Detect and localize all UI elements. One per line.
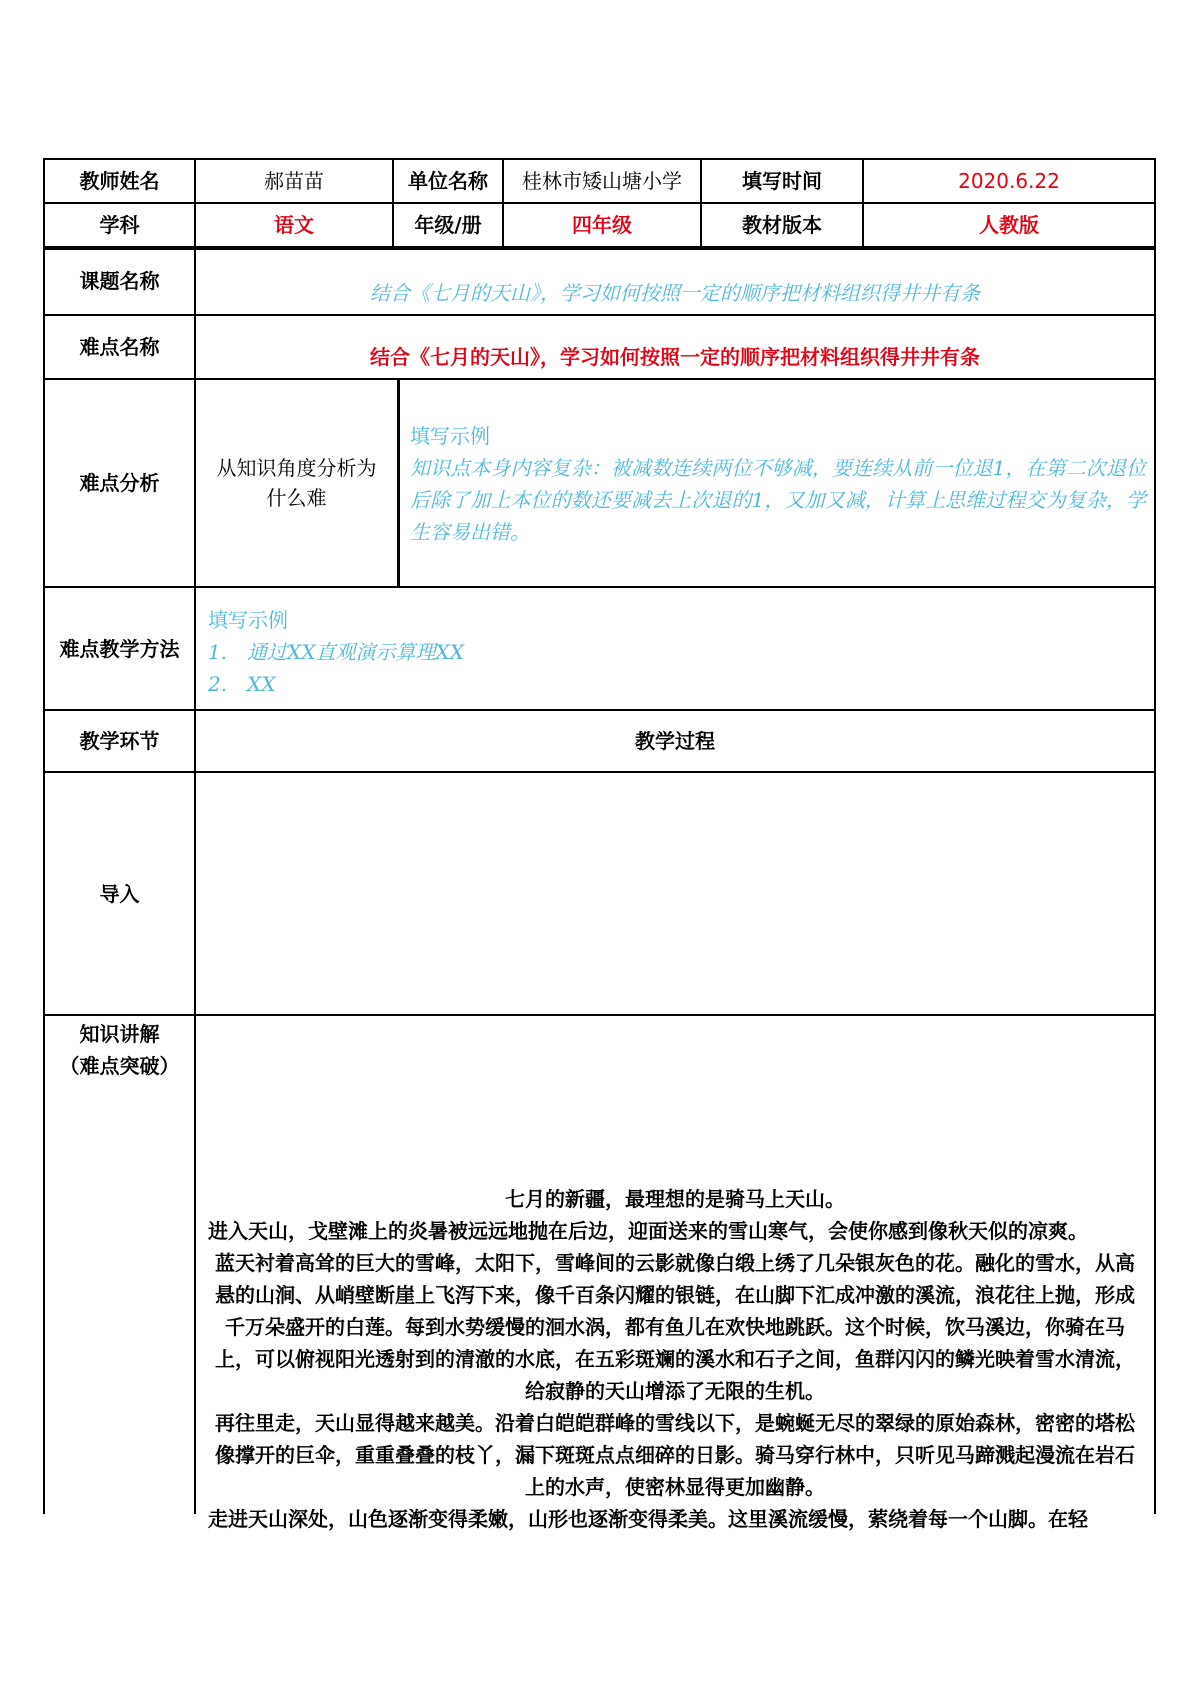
difficulty-row [43, 314, 1156, 378]
passage-paragraph: 进入天山，戈壁滩上的炎暑被远远地抛在后边，迎面送来的雪山寒气，会使你感到像秋天似的凉爽。 [208, 1219, 1088, 1243]
lesson-plan-table [43, 158, 1156, 1531]
unit-value: 桂林市矮山塘小学 [502, 158, 700, 202]
knowledge-label-line2: （难点突破） [59, 1054, 180, 1078]
grade-label: 年级/册 [392, 202, 502, 246]
date-label: 填写时间 [700, 158, 862, 202]
grade-value: 四年级 [502, 202, 700, 246]
intro-content [194, 771, 1156, 1014]
topic-row [43, 246, 1156, 314]
analysis-row [43, 378, 1156, 586]
date-value: 2020.6.22 [862, 158, 1156, 202]
difficulty-value: 结合《七月的天山》，学习如何按照一定的顺序把材料组织得井井有条 [194, 314, 1156, 378]
method-label: 难点教学方法 [43, 586, 194, 709]
knowledge-label [43, 1014, 194, 1514]
topic-label: 课题名称 [43, 248, 194, 314]
passage-title: 七月的新疆，最理想的是骑马上天山。 [505, 1187, 845, 1211]
intro-label: 导入 [43, 771, 194, 1014]
method-item-1: 1. 通过XX直观演示算理XX [208, 640, 465, 664]
method-item-2: 2. XX [208, 672, 276, 696]
knowledge-row [43, 1014, 1156, 1531]
passage-paragraph: 蓝天衬着高耸的巨大的雪峰，太阳下，雪峰间的云影就像白缎上绣了几朵银灰色的花。融化的雪水，从高悬的山涧、从峭壁断崖上飞泻下来，像千百条闪耀的银链，在山脚下汇成冲激的溪流，浪花往上抛，形成千万朵盛开的白莲。每到水势缓慢的洄水涡，都有鱼儿在欢快地跳跃。这个时候，饮马溪边，你骑在马上，可以俯视阳光透射到的清澈的水底，在五彩斑斓的溪水和石子之间，鱼群闪闪的鳞光映着雪水清流，给寂静的天山增添了无限的生机。 [215, 1251, 1135, 1403]
process-header-row [43, 709, 1156, 771]
passage-paragraph: 走进天山深处，山色逐渐变得柔嫩，山形也逐渐变得柔美。这里溪流缓慢，萦绕着每一个山脚。在轻 [208, 1507, 1088, 1531]
process-label: 教学过程 [194, 709, 1156, 771]
unit-label: 单位名称 [392, 158, 502, 202]
edition-label: 教材版本 [700, 202, 862, 246]
header-row-1 [43, 158, 1156, 202]
teacher-label: 教师姓名 [43, 158, 194, 202]
intro-row [43, 771, 1156, 1014]
analysis-label: 难点分析 [43, 378, 194, 586]
knowledge-label-line1: 知识讲解 [79, 1022, 160, 1046]
teacher-value: 郝苗苗 [194, 158, 392, 202]
analysis-example-title: 填写示例 [410, 424, 490, 448]
subject-label: 学科 [43, 202, 194, 246]
analysis-example-text: 知识点本身内容复杂：被减数连续两位不够减，要连续从前一位退1，在第二次退位后除了加上本位的数还要减去上次退的1，又加又减，计算上思维过程交为复杂，学生容易出错。 [410, 456, 1146, 544]
analysis-example [397, 378, 1156, 586]
method-example-title: 填写示例 [208, 608, 288, 632]
method-row [43, 586, 1156, 709]
analysis-sub-label: 从知识角度分析为什么难 [194, 378, 397, 586]
knowledge-content [194, 1014, 1156, 1531]
subject-value: 语文 [194, 202, 392, 246]
topic-value: 结合《七月的天山》，学习如何按照一定的顺序把材料组织得井井有条 [194, 248, 1156, 314]
stage-label: 教学环节 [43, 709, 194, 771]
header-row-2 [43, 202, 1156, 246]
method-content [194, 586, 1156, 709]
edition-value: 人教版 [862, 202, 1156, 246]
passage-paragraph: 再往里走，天山显得越来越美。沿着白皑皑群峰的雪线以下，是蜿蜒无尽的翠绿的原始森林，密密的塔松像撑开的巨伞，重重叠叠的枝丫，漏下斑斑点点细碎的日影。骑马穿行林中，只听见马蹄溅起漫流在岩石上的水声，使密林显得更加幽静。 [215, 1411, 1135, 1499]
difficulty-label: 难点名称 [43, 314, 194, 378]
